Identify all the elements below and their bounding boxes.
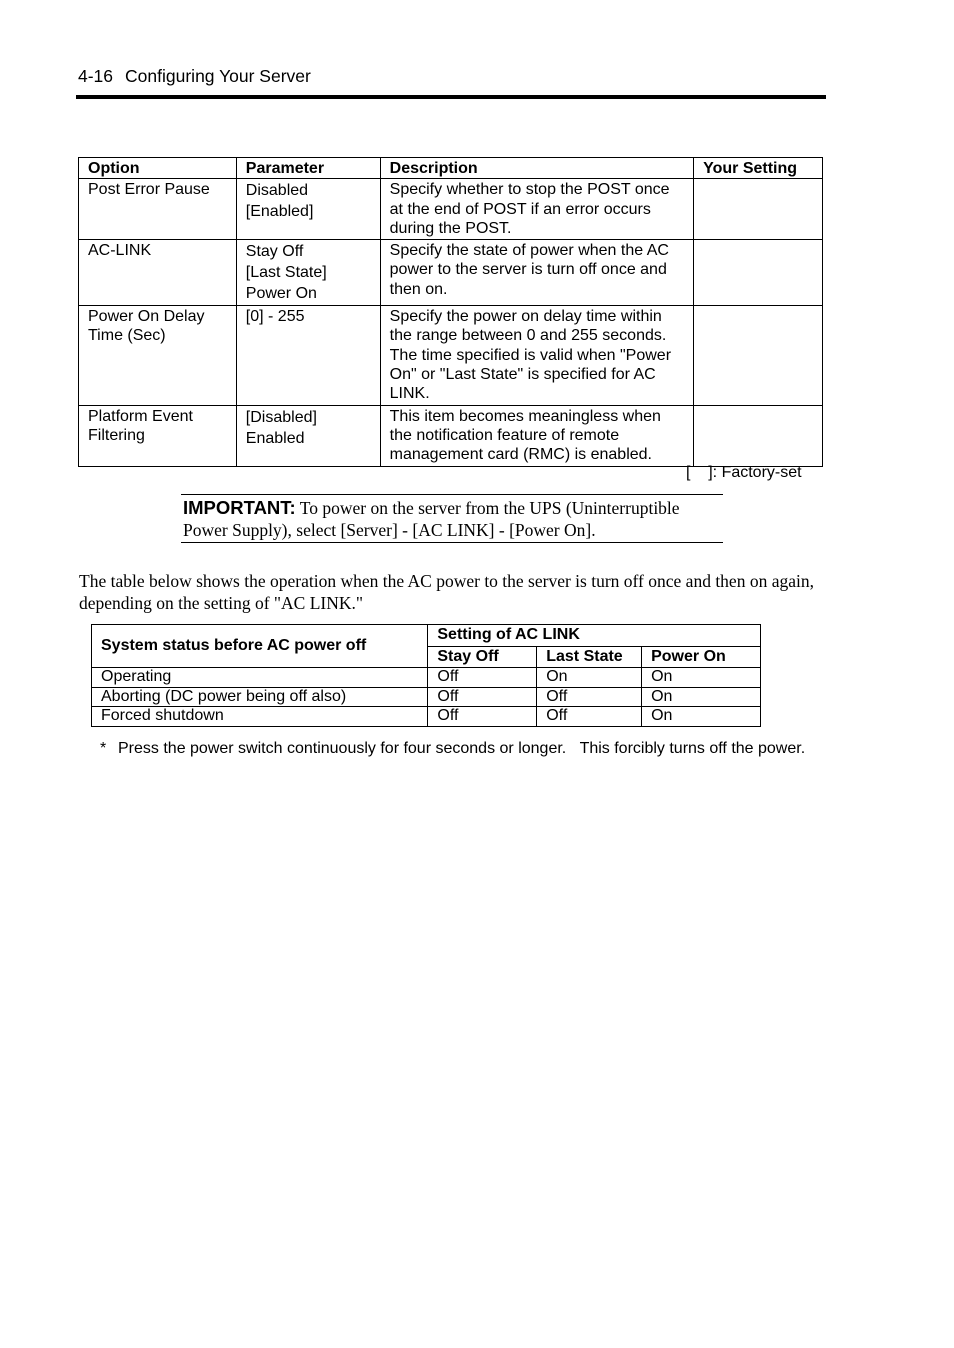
power-on-cell: On xyxy=(642,687,761,707)
parameter-cell xyxy=(236,405,380,466)
row-header-system-status: System status before AC power off xyxy=(92,625,428,668)
header-divider xyxy=(76,95,826,99)
page-number: 4-16 xyxy=(78,66,114,86)
description-cell: Specify the power on delay time within the range between 0 and 255 seconds. The time specified is valid when "Power On" or "Last State" is specified for AC LINK. xyxy=(380,306,693,405)
parameter-value: [Enabled] xyxy=(245,203,314,221)
power-on-cell: On xyxy=(642,707,761,727)
column-header-option: Option xyxy=(79,158,237,179)
option-name: AC-LINK xyxy=(88,242,152,260)
parameter-value: [Disabled] xyxy=(245,408,317,426)
ac-link-table xyxy=(91,624,761,727)
status-cell: Operating xyxy=(92,668,428,688)
option-name: Power On Delay xyxy=(88,308,205,326)
table-header-row xyxy=(79,158,823,179)
table-row xyxy=(79,240,823,306)
footnote-marker: * xyxy=(100,740,107,757)
your-setting-cell xyxy=(694,240,823,306)
body-paragraph: The table below shows the operation when the AC power to the server is turn off once and then on again, depending on the setting of "AC LINK." xyxy=(79,571,814,613)
option-name: Post Error Pause xyxy=(88,181,210,199)
status-cell: Forced shutdown xyxy=(92,707,428,727)
option-cell xyxy=(79,405,237,466)
column-header-your-setting: Your Setting xyxy=(694,158,823,179)
column-header-stay-off: Stay Off xyxy=(428,646,537,668)
parameter-value: Enabled xyxy=(245,429,305,447)
parameter-cell xyxy=(236,240,380,306)
table-row xyxy=(92,668,761,688)
table-row xyxy=(79,306,823,405)
stay-off-cell: Off xyxy=(428,668,537,688)
option-cell xyxy=(79,306,237,405)
parameter-cell xyxy=(236,306,380,405)
table-row xyxy=(92,707,761,727)
parameter-cell xyxy=(236,179,380,240)
footnote xyxy=(100,739,810,760)
parameter-value: [Last State] xyxy=(245,264,327,282)
factory-set-note: [ ]: Factory-set xyxy=(686,464,802,481)
option-name: Filtering xyxy=(88,426,145,444)
option-cell xyxy=(79,240,237,306)
parameter-value: [0] - 255 xyxy=(245,308,305,326)
important-callout xyxy=(181,494,723,543)
table-row xyxy=(92,687,761,707)
description-cell: Specify the state of power when the AC power to the server is turn off once and then on. xyxy=(380,240,693,306)
power-on-cell: On xyxy=(642,668,761,688)
last-state-cell: Off xyxy=(537,707,642,727)
column-header-parameter: Parameter xyxy=(236,158,380,179)
footnote-text: Press the power switch continuously for four seconds or longer. This forcibly turns off the power. xyxy=(118,740,806,757)
options-table xyxy=(78,157,823,467)
your-setting-cell xyxy=(694,306,823,405)
page-header xyxy=(78,66,311,87)
parameter-value: Disabled xyxy=(245,182,309,200)
important-label: IMPORTANT: xyxy=(183,497,296,518)
important-text: To power on the server from the UPS (Uninterruptible Power Supply), select [Server] - [AC LINK] - [Power On]. xyxy=(183,498,680,540)
description-cell: This item becomes meaningless when the notification feature of remote management card (RMC) is enabled. xyxy=(380,405,693,466)
description-cell: Specify whether to stop the POST once at the end of POST if an error occurs during the POST. xyxy=(380,179,693,240)
parameter-value: Stay Off xyxy=(245,243,304,261)
option-name: Time (Sec) xyxy=(88,327,166,345)
column-header-power-on: Power On xyxy=(642,646,761,668)
stay-off-cell: Off xyxy=(428,707,537,727)
table-row xyxy=(79,405,823,466)
table-header-row xyxy=(92,625,761,647)
option-cell xyxy=(79,179,237,240)
status-cell: Aborting (DC power being off also) xyxy=(92,687,428,707)
your-setting-cell xyxy=(694,405,823,466)
chapter-title: Configuring Your Server xyxy=(125,66,311,86)
last-state-cell: Off xyxy=(537,687,642,707)
your-setting-cell xyxy=(694,179,823,240)
option-name: Platform Event xyxy=(88,407,193,425)
stay-off-cell: Off xyxy=(428,687,537,707)
table-row xyxy=(79,179,823,240)
group-header-ac-link: Setting of AC LINK xyxy=(428,625,761,647)
column-header-description: Description xyxy=(380,158,693,179)
parameter-value: Power On xyxy=(245,285,317,303)
column-header-last-state: Last State xyxy=(537,646,642,668)
last-state-cell: On xyxy=(537,668,642,688)
